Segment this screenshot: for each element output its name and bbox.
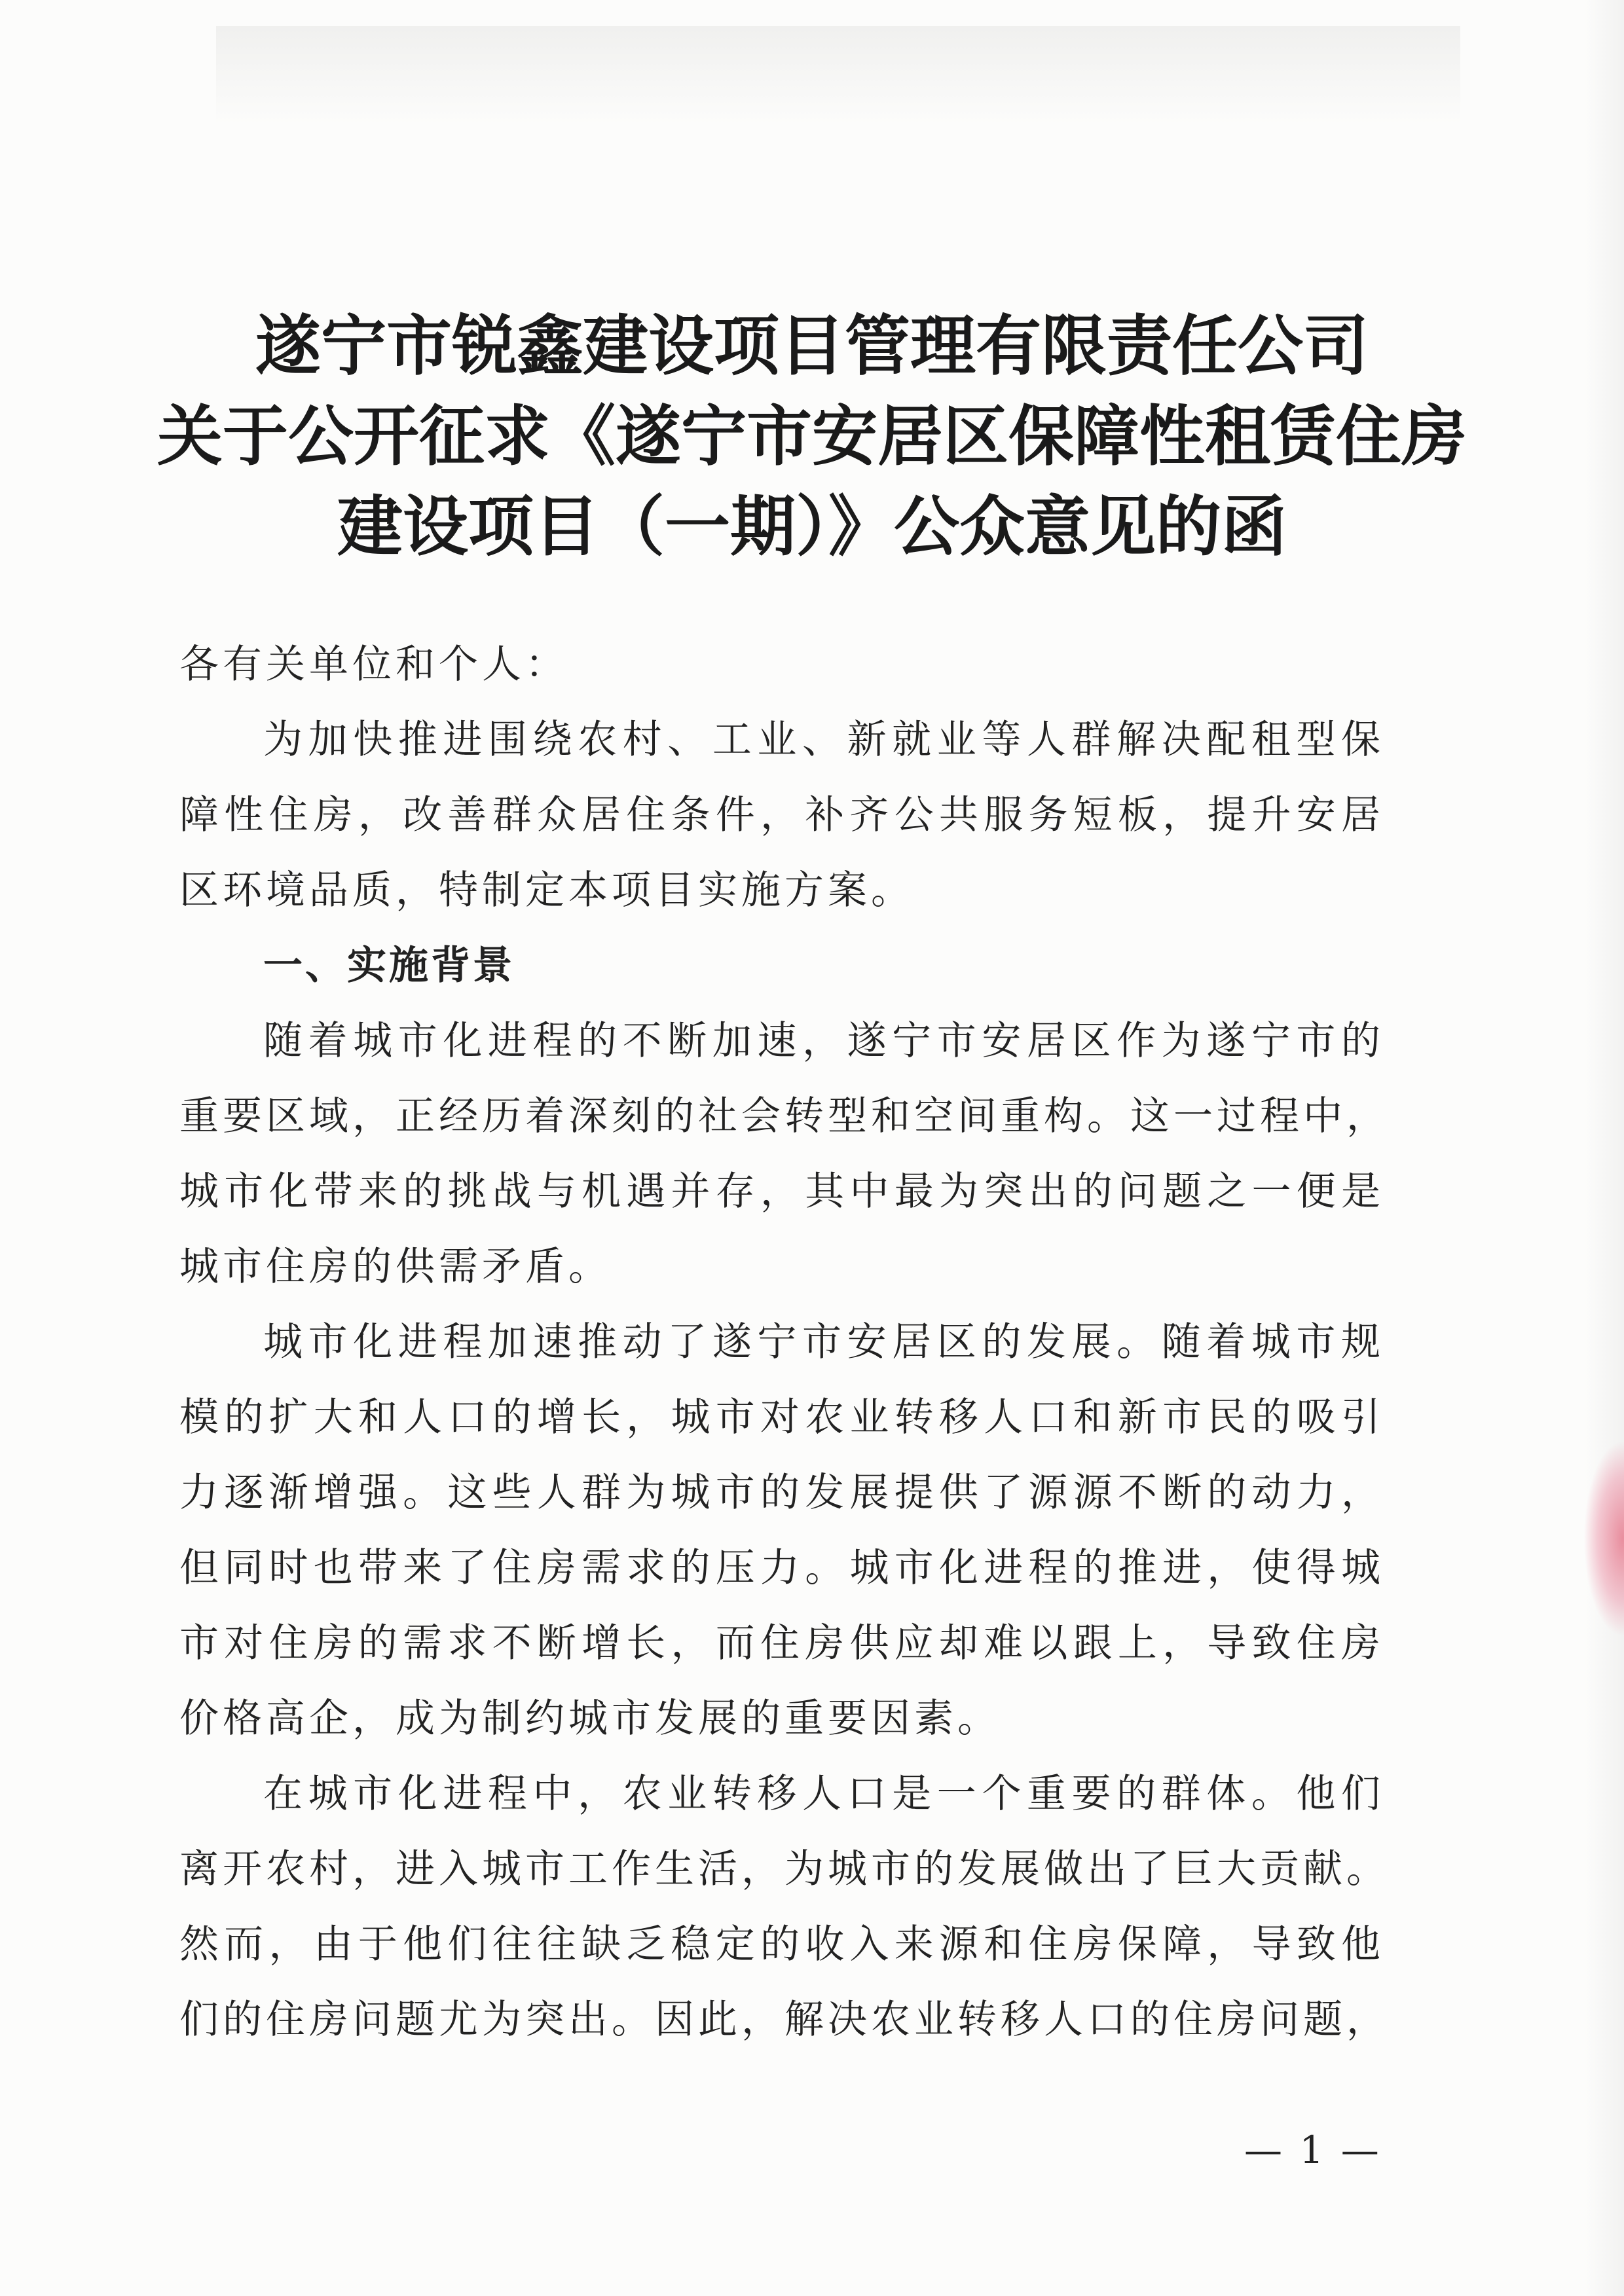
paragraph-line: 然而，由于他们往往缺乏稳定的收入来源和住房保障，导致他 — [179, 1922, 1384, 1967]
paragraph-line: 但同时也带来了住房需求的压力。城市化进程的推进，使得城 — [179, 1545, 1384, 1591]
paragraph-line: 模的扩大和人口的增长，城市对农业转移人口和新市民的吸引 — [179, 1394, 1384, 1440]
paragraph-line: 城市化进程加速推动了遂宁市安居区的发展。随着城市规 — [263, 1319, 1384, 1365]
section-heading: 一、实施背景 — [263, 943, 515, 989]
title-line-2: 关于公开征求《遂宁市安居区保障性租赁住房 — [157, 398, 1467, 475]
paragraph-line: 重要区域，正经历着深刻的社会转型和空间重构。这一过程中， — [179, 1093, 1390, 1139]
intro-line: 障性住房，改善群众居住条件，补齐公共服务短板，提升安居 — [179, 792, 1384, 838]
scan-shadow — [216, 26, 1460, 124]
title-line-1: 遂宁市锐鑫建设项目管理有限责任公司 — [255, 308, 1369, 384]
paragraph-line: 城市化带来的挑战与机遇并存，其中最为突出的问题之一便是 — [179, 1169, 1384, 1214]
document-title — [0, 301, 1624, 572]
salutation: 各有关单位和个人： — [179, 642, 568, 687]
document-body — [179, 627, 1390, 2058]
paragraph-line: 离开农村，进入城市工作生活，为城市的发展做出了巨大贡献。 — [179, 1846, 1390, 1892]
paragraph-line: 们的住房问题尤为突出。因此，解决农业转移人口的住房问题， — [179, 1997, 1390, 2043]
paragraph-line: 随着城市化进程的不断加速，遂宁市安居区作为遂宁市的 — [263, 1018, 1384, 1064]
paragraph-line: 价格高企，成为制约城市发展的重要因素。 — [179, 1696, 1001, 1741]
page-number: — 1 — — [1244, 2128, 1382, 2172]
intro-line: 为加快推进围绕农村、工业、新就业等人群解决配租型保 — [263, 717, 1384, 763]
paragraph-line: 城市住房的供需矛盾。 — [179, 1244, 612, 1290]
intro-line: 区环境品质，特制定本项目实施方案。 — [179, 867, 914, 913]
paragraph-line: 市对住房的需求不断增长，而住房供应却难以跟上，导致住房 — [179, 1620, 1384, 1666]
title-line-3: 建设项目（一期）》公众意见的函 — [337, 488, 1287, 565]
paragraph-line: 在城市化进程中，农业转移人口是一个重要的群体。他们 — [263, 1771, 1384, 1817]
paragraph-line: 力逐渐增强。这些人群为城市的发展提供了源源不断的动力， — [179, 1470, 1384, 1516]
